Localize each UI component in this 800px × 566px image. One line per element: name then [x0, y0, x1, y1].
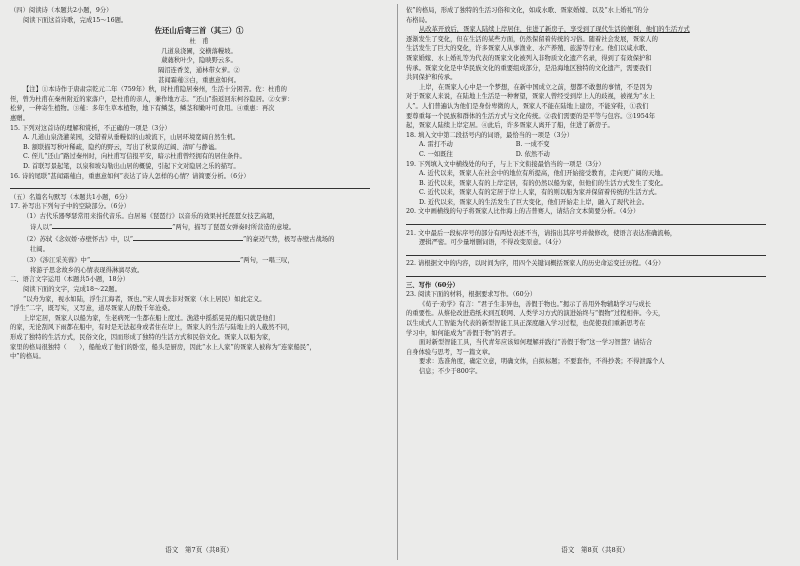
option-b: B. 颔联描写秋叶稀疏，隐约的野云，写出了秋景的辽阔、清旷与静谧。	[23, 143, 221, 151]
poem-note: 松萝，一种寄生植物。③薤：多年生草本植物，地下有鳞茎，鳞茎和嫩叶可食用。④重惠：再次	[10, 105, 275, 113]
question-21: 21. 文中最后一段标序号的部分有两处表述不当，请指出其序号并做修改，使语言表达准确流畅，	[406, 229, 677, 237]
poem-note: 惠赠。	[10, 114, 29, 122]
question-16: 16. 诗的尾联“甚闻霜薤白，重惠意如何”表达了诗人怎样的心情？请简要分析。（6分）	[10, 172, 250, 180]
poem-line: 葳蕤秋叶少，隐映野云多。	[161, 57, 237, 65]
passage-line: 起，疍家人陆续上岸定居。④此后，许多疍家人离开了船，住进了新房子。	[406, 122, 614, 130]
passage-line: 人”。人们普遍认为他们是身份卑微的人，疍家人不能在陆地上建房，不能穿鞋，①我们	[406, 102, 649, 110]
answer-line[interactable]	[406, 269, 784, 281]
poem-line: 隔沼连香芰，通林带女萝。②	[158, 66, 240, 74]
prompt-line: 面对新型智能工具，当代青年应该如何理解并践行“善假于物”这一学习智慧？请结合	[419, 339, 653, 347]
question-20: 20. 文中画横线的句子将疍家人比作海上的吉普赛人，请结合文本简要分析。（4分）	[406, 208, 640, 216]
passage-line: 共同保护和传承。	[406, 74, 457, 82]
prompt-line: 《荀子·劝学》有言：“君子生非异也，善假于物也。”揭示了善用外物辅助学习与成长	[419, 300, 651, 308]
poem-note: 【注】①本诗作于唐肃宗乾元二年（759年）秋，时杜甫隐居秦州，生活十分困苦。佐：杜甫的	[23, 86, 287, 94]
section-heading-poetry: （四）阅读诗（本题共2小题，9分）	[10, 7, 113, 14]
passage-line: 疍家婚嫁、水上婚礼等为代表的疍家文化被列入非物质文化遗产名录，得到了有效保护和	[406, 54, 652, 62]
poem-author: 杜 甫	[189, 38, 209, 46]
question-22: 22. 请根据文中的内容，以时间为序，用四个关键词概括疍家人的历史命运变迁历程。（4分）	[406, 260, 665, 268]
requirements: 信息；不少于800字。	[419, 367, 482, 375]
poem-note: 侄，曾为杜甫在秦州附近的家落户，是杜甫的亲人，兼作地方志。“还山”指返回东柯谷隐居。②女萝：	[10, 95, 294, 103]
question-19: 19. 下列填入文中横线处的句子，与上下文衔接最恰当的一项是（3分）	[406, 160, 605, 168]
poem-title: 佐还山后寄三首（其三）①	[154, 26, 244, 36]
section-heading-language: 二、语言文字运用（本题共5小题，18分）	[10, 276, 130, 284]
passage-line: “浮生”二字，既写实，又写意，道尽疍家人的数千年沧桑。	[10, 305, 174, 313]
option-a: A. 近代以来，疍家人在社会中的地位有所提高，他们开始接受教育，走向更广阔的天地。	[419, 170, 667, 178]
passage-line: 生活发生了巨大的变化，许多疍家人从事渔业、水产养殖、旅游等行业。他们以咸水歌、	[406, 45, 652, 53]
question-17-1: （1）古代乐器琴瑟常用来指代音乐。白居易《琵琶行》以音乐的效果衬托琵琶女技艺高超，	[23, 212, 279, 220]
passage-line: 家里的格局很独特（ ），船舱成了他们的卧室，船头是厨房，因此“水上人家”的疍家人被称为“连家船民”，	[10, 343, 316, 351]
option-a: A. 几道山泉浇灌菜园，交错着从垂幔似的山坡流下，山居环境宽阔自然生机。	[23, 134, 240, 142]
section-heading-recitation: （五）名篇名句默写（本题共1小题，6分）	[10, 193, 132, 201]
right-page	[406, 6, 784, 558]
left-page	[10, 6, 388, 558]
passage-line: 逐渐发生了变化，但在生活的某些方面，仍然保留着传统的习俗。随着社会发展，疍家人的	[406, 35, 658, 43]
passage-line: “以舟为家，视水如陆，浮生江海者，疍也。”宋人周去非对疍家（水上居民）如此定义。	[23, 295, 266, 303]
question-17-3-end: 将游子思念故乡的心情表现得淋漓尽致。	[30, 266, 144, 274]
poem-line: 甚闻霜薤③白，重惠意如何。	[158, 76, 240, 84]
option-c: C. 近代以来，疍家人有的定居于岸上人家，有的则以船为家并保留着传统的生活方式。	[419, 189, 661, 197]
question-17-1-blank: 诗人以“ ”两句，描写了琵琶女弹奏时所营造的意境。	[10, 221, 388, 233]
answer-line[interactable]	[10, 181, 388, 193]
page-footer: 语文 第8页（共8页）	[561, 546, 629, 555]
section-heading-writing: 三、写作（60分）	[406, 281, 459, 289]
passage-line: 依”的格局，形成了独特的生活习俗和文化，如咸水歌、疍家婚嫁、以及“水上婚礼”的分	[406, 7, 649, 14]
question-15: 15. 下列对这首诗的理解和赏析，不正确的一项是（3分）	[10, 124, 171, 132]
instruction: 阅读下面的文字，完成18～22题。	[23, 286, 121, 294]
underlined-sentence: 从改革开放后，疍家人陆续上岸居住，住进了新房子，享受到了现代生活的便利，他们的生活方式	[419, 26, 690, 34]
requirements: 要求：选准角度，确定立意，明确文体，自拟标题；不要套作，不得抄袭；不得泄露个人	[419, 358, 665, 366]
question-17: 17. 补写出下列句子中的空缺部分。（6分）	[10, 203, 130, 211]
question-21-cont: 逻辑严密。可少量增删词语，不得改变原意。（4分）	[419, 239, 565, 247]
option-b: B. 近代以来，疍家人有的上岸定居，有的仍然以船为家，但他们的生活方式发生了变化。	[419, 179, 667, 187]
passage-line: 要尊重每一个民族和群体的生活方式与文化传统。②我们需要的是平等与包容。③1954年	[406, 112, 656, 120]
question-17-2-end: 壮阔。	[30, 245, 49, 253]
page-divider	[397, 4, 398, 560]
passage-line: 传承。疍家文化是中华民族文化的重要组成部分，是沿海地区独特的文化遗产，需要我们	[406, 64, 652, 72]
passage-line: 中”的格局。	[10, 353, 45, 361]
option-row: C. 一如既往 D. 依然不动	[419, 150, 550, 158]
passage-line: 上岸，在疍家人心中是一个梦想，在新中国成立之前，想都不敢想的事情，不是因为	[419, 83, 652, 91]
answer-line[interactable]	[406, 248, 784, 260]
passage-line: 布格局。	[406, 16, 432, 24]
option-c: C. 侄儿“还山”路过秦州时，向杜甫写信报平安，暗示杜甫曾经拥有的居住条件。	[23, 153, 246, 161]
prompt-line: 以生成式人工智能为代表的新型智能工具正深度融入学习过程，也促使我们重新思考在	[406, 320, 646, 327]
page-footer: 语文 第7页（共8页）	[165, 546, 233, 555]
question-17-2: （2）苏轼《念奴娇·赤壁怀古》中，以“ ”的豪迈气势，极写赤壁古战场的	[10, 233, 388, 245]
passage-line: 的家，无论刮风下雨都在船中，有时是无法起身或者住在岸上，疍家人的生活与陆地上的人截然不同，	[10, 324, 294, 332]
prompt-line: 学习中，如何能成为“善假于物”的君子。	[406, 329, 520, 337]
question-18: 18. 填入文中第二段括号内的词语，最恰当的一项是（3分）	[406, 131, 574, 139]
instruction: 阅读下面这首诗歌，完成15～16题。	[23, 16, 128, 24]
option-d: D. 近代以来，疍家人的生活发生了巨大变化，他们开始走上岸，融入了现代社会。	[419, 198, 649, 206]
prompt-line: 自身体验与思考，写一篇文章。	[406, 348, 495, 356]
passage-line: 对于疍家人来说，在陆地上生活是一种奢望，疍家人曾经受到岸上人的歧视，被视为“水上	[406, 93, 655, 101]
question-17-3: （3）《涉江采芙蓉》中“ ”两句，一唱三叹，	[10, 254, 388, 266]
answer-line[interactable]	[406, 217, 784, 229]
fill-blank[interactable]	[52, 221, 172, 229]
prompt-line: 的重要性。从蔡伦改进造纸术到互联网、人类学习方式的演进始终与“假物”过程相伴。今天，	[406, 310, 665, 318]
option-d: D. 首联写景起笔，以泉和坡勾勒出山居的概貌，引起下文对隐居之乐的描写。	[23, 162, 240, 170]
poem-line: 几道泉浇圃，交横落幔坡。	[161, 47, 237, 55]
option-row: A. 雷打不动 B. 一成不变	[419, 141, 550, 149]
passage-line: 上岸定居，疍家人以船为家，生老病死一生都在船上度过。漁港中摇摇晃晃的船只就是他们	[23, 314, 275, 322]
fill-blank[interactable]	[90, 254, 240, 262]
passage-line: 形成了独特的生活方式，民俗文化，因而形成了独特的生活方式和民俗文化。疍家人以船为家，	[10, 334, 275, 341]
question-23: 23. 阅读下面的材料，根据要求写作。（60分）	[406, 291, 537, 299]
fill-blank[interactable]	[133, 233, 243, 241]
